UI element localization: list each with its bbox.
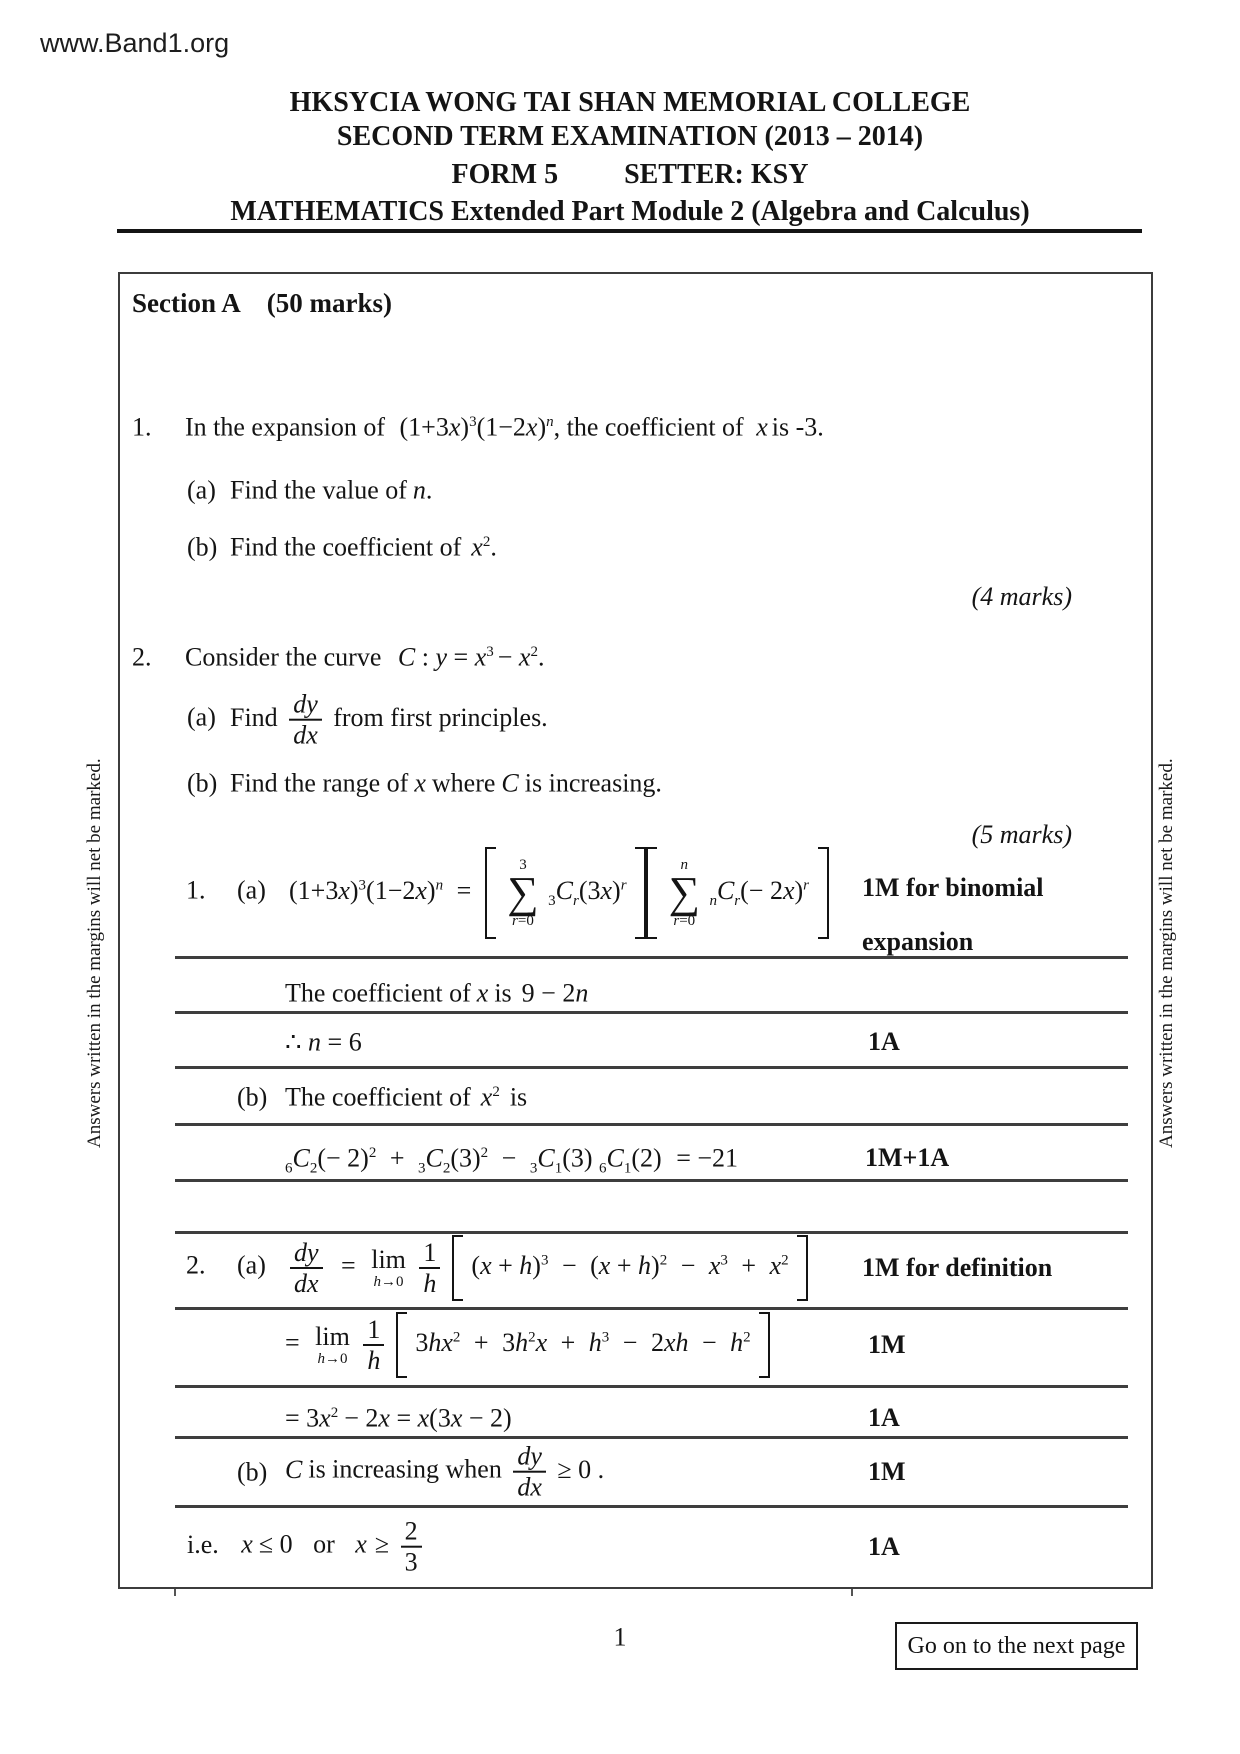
question-2a: (a) Find $\frac{dy}{dx}$ from first principles. <box>187 689 548 750</box>
fraction-dy-dx: $\frac{dy}{dx}$ <box>513 1442 546 1503</box>
fraction-1-h: $\frac{1}{h}$ <box>363 1315 384 1376</box>
bracket-left-icon <box>452 1235 463 1301</box>
setter-label: SETTER: KSY <box>624 159 809 190</box>
mark-2b-condition: 1M <box>868 1457 906 1486</box>
table-rule-9 <box>175 1436 1128 1439</box>
fraction-1-h: $\frac{1}{h}$ <box>419 1238 440 1299</box>
question-2b: (b) Find the range of x where C is increasing. <box>187 768 662 798</box>
fraction-dy-dx: $\frac{dy}{dx}$ <box>289 690 322 751</box>
fraction-2-3: $\frac{2}{3}$ <box>401 1517 422 1578</box>
sigma-icon: ∑ <box>668 868 700 918</box>
solution-1b-label: (b) <box>237 1082 268 1112</box>
margin-note-right: Answers written in the margins will net be marked. <box>1156 758 1177 1148</box>
mark-2a-definition: 1M for definition <box>862 1253 1053 1282</box>
solution-1b-intro: The coefficient of $x^2$ is <box>285 1082 528 1112</box>
solution-2a-derivative: = $3x^2 - 2x = x(3x - 2)$ <box>285 1403 512 1433</box>
solution-1a-formula: $(1+3x)^3(1-2x)^n$ = 3 ∑ r=0 $_3C_r(3x)^r$ n ∑ r=0 $_nC_r(- 2x)^r$ <box>289 847 829 939</box>
exam-title: SECOND TERM EXAMINATION (2013 – 2014) <box>336 121 924 152</box>
mark-1a-answer: 1A <box>868 1027 900 1056</box>
sigma-icon: ∑ <box>507 868 539 918</box>
solution-1a-coefficient: The coefficient of x is 9 − 2n <box>285 978 589 1008</box>
table-rule-10 <box>175 1505 1128 1508</box>
solution-2a-expansion: = lim h→0 $\frac{1}{h}$ $3hx^2 + 3h^2x + h^3 - 2xh - h^2$ <box>285 1312 770 1378</box>
solution-2-number: 2. <box>186 1250 206 1280</box>
solution-2a-definition: $\frac{dy}{dx}$ = lim h→0 $\frac{1}{h}$ $(x + h)^3 - (x + h)^2 - x^3 + x^2$ <box>285 1235 808 1301</box>
mark-1a-line1: 1M for binomial <box>862 873 1044 902</box>
section-title: Section A <box>132 287 241 318</box>
summation-2: n ∑ r=0 <box>668 856 700 929</box>
table-rule-3 <box>175 1066 1128 1069</box>
border-tick <box>851 1589 853 1596</box>
bracket-right-icon <box>635 847 646 939</box>
question-1b: (b) Find the coefficient of $x^2$. <box>187 532 497 562</box>
table-rule-6 <box>175 1231 1128 1234</box>
next-page-label: Go on to the next page <box>907 1632 1126 1659</box>
limit-stack: lim h→0 <box>371 1244 406 1290</box>
limit-stack: lim h→0 <box>315 1321 350 1367</box>
watermark-url: www.Band1.org <box>40 28 230 58</box>
mark-2b-answer: 1A <box>868 1532 900 1561</box>
table-rule-1 <box>175 956 1128 959</box>
mark-2a-answer: 1A <box>868 1403 900 1432</box>
school-name: HKSYCIA WONG TAI SHAN MEMORIAL COLLEGE <box>289 87 971 118</box>
solution-2b-label: (b) <box>237 1457 268 1487</box>
question-2-stem: 2. Consider the curve C : $y = x^3 - x^2$. <box>132 642 545 672</box>
form-label: FORM 5 <box>451 159 559 190</box>
table-rule-8 <box>175 1385 1128 1388</box>
table-rule-2 <box>175 1011 1128 1014</box>
section-marks: (50 marks) <box>266 287 392 318</box>
bracket-left-icon <box>396 1312 407 1378</box>
subject-title: MATHEMATICS Extended Part Module 2 (Algebra and Calculus) <box>230 196 1030 227</box>
section-heading <box>132 287 392 319</box>
margin-note-left: Answers written in the margins will net be marked. <box>84 758 105 1148</box>
question-2-number: 2. <box>132 642 152 672</box>
page-number: 1 <box>613 1622 627 1652</box>
fraction-dy-dx: $\frac{dy}{dx}$ <box>290 1238 323 1299</box>
question-1-number: 1. <box>132 412 152 442</box>
summation-1: 3 ∑ r=0 <box>507 856 539 929</box>
solution-2b-condition: C is increasing when $\frac{dy}{dx}$ ≥ 0 . <box>285 1441 605 1502</box>
next-page-box <box>895 1622 1138 1670</box>
bracket-left-icon <box>646 847 657 939</box>
border-tick <box>174 1589 176 1596</box>
mark-1a-line2: expansion <box>862 927 974 956</box>
question-1a: (a) Find the value of n. <box>187 475 433 505</box>
table-rule-4 <box>175 1123 1128 1126</box>
form-setter-line <box>20 159 1240 191</box>
bracket-left-icon <box>485 847 496 939</box>
solution-1a-n-value: ∴ n = 6 <box>285 1027 362 1057</box>
solution-1-number: 1. <box>186 875 206 905</box>
mark-1b: 1M+1A <box>865 1143 950 1172</box>
bracket-right-icon <box>797 1235 808 1301</box>
solution-2a-label: (a) <box>237 1250 266 1280</box>
bracket-right-icon <box>818 847 829 939</box>
question-1-stem: 1. In the expansion of $(1+3x)^3(1-2x)^n$, the coefficient of x is -3. <box>132 412 824 442</box>
solution-2b-answer: i.e. x ≤ 0 or x ≥ $\frac{2}{3}$ <box>187 1517 427 1578</box>
table-rule-5 <box>175 1179 1128 1182</box>
table-rule-7 <box>175 1307 1128 1310</box>
bracket-right-icon <box>759 1312 770 1378</box>
solution-1a-label: (a) <box>237 875 266 905</box>
solution-1b-calculation: $_6C_2(- 2)^2 + _3C_2(3)^2 - _3C_1(3) _6C_1(2) = -21$ <box>285 1143 739 1177</box>
question-2-marks: (5 marks) <box>971 820 1072 849</box>
question-1-marks: (4 marks) <box>971 582 1072 611</box>
mark-2a-expand: 1M <box>868 1330 906 1359</box>
header-rule <box>117 229 1142 233</box>
